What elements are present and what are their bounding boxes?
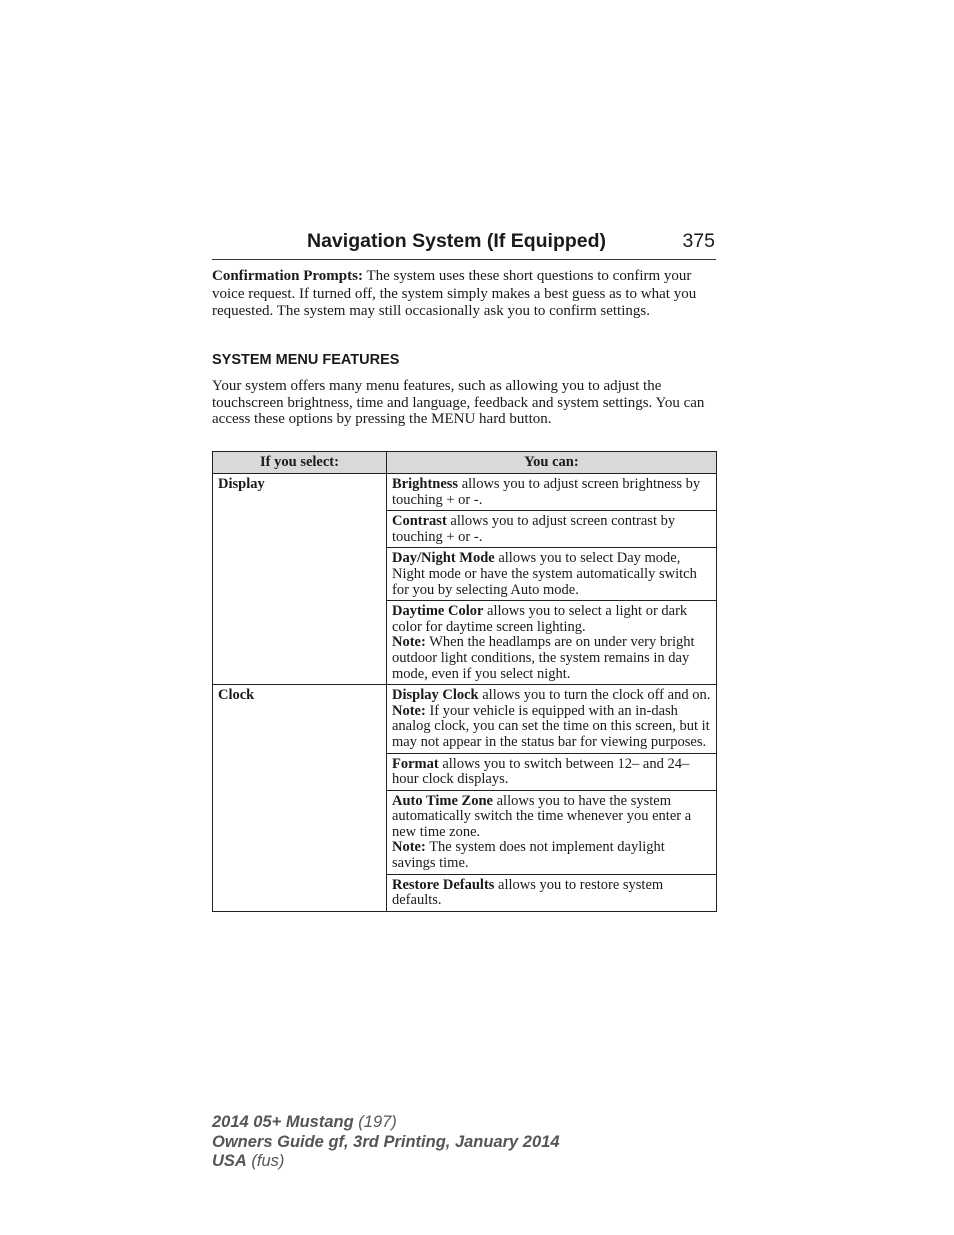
feature-cell-contrast (387, 511, 717, 548)
note-text: When the headlamps are on under very bright outdoor light conditions, the system remains in day mode, even if you select night. (392, 634, 695, 682)
feature-description: allows you to restore system defaults. (392, 876, 664, 909)
page-number: 375 (682, 230, 715, 252)
page-title: Navigation System (If Equipped) (307, 230, 607, 252)
note-text: If your vehicle is equipped with an in-dash analog clock, you can set the time on this screen, but it may not appear in the status bar for viewing purposes. (392, 702, 710, 750)
feature-name: Format (392, 755, 439, 772)
feature-description: allows you to switch between 12– and 24–hour clock displays. (392, 755, 690, 788)
page-footer (212, 1113, 560, 1172)
footer-line-model (212, 1113, 560, 1133)
column-header-if-you-select: If you select: (213, 452, 387, 474)
footer-line-guide: Owners Guide gf, 3rd Printing, January 2014 (212, 1132, 560, 1151)
row-label-display: Display (213, 474, 387, 685)
feature-cell-day-night-mode (387, 548, 717, 601)
feature-name: Restore Defaults (392, 876, 495, 893)
feature-description: allows you to adjust screen contrast by touching + or -. (392, 513, 676, 545)
feature-description: allows you to have the system automatically switch the time whenever you enter a new time zone. (392, 792, 692, 840)
feature-name: Auto Time Zone (392, 792, 493, 809)
feature-name: Brightness (392, 476, 459, 492)
confirmation-prompts-text: The system uses these short questions to confirm your voice request. If turned off, the system simply makes a best guess as to what you requested. The system may still occasionally ask you to confirm settings. (212, 268, 697, 320)
feature-cell-daytime-color (387, 601, 717, 685)
feature-cell-brightness (387, 474, 717, 511)
feature-description: allows you to adjust screen brightness by touching + or -. (392, 476, 701, 508)
footer-line-region (212, 1152, 560, 1172)
feature-name: Day/Night Mode (392, 550, 495, 567)
table-row (213, 685, 717, 753)
footer-region: USA (212, 1152, 247, 1170)
feature-name: Contrast (392, 513, 447, 530)
feature-name: Daytime Color (392, 603, 484, 620)
footer-region-code: (fus) (246, 1152, 285, 1170)
note-label: Note: (392, 702, 426, 719)
feature-cell-display-clock (387, 685, 717, 753)
confirmation-prompts-paragraph (212, 268, 717, 321)
section-intro: Your system offers many menu features, such as allowing you to adjust the touchscreen brightness, time and language, feedback and system settings. You can access these options by pressing the MENU hard button. (212, 378, 705, 427)
confirmation-prompts-label: Confirmation Prompts: (212, 268, 363, 284)
row-label-clock: Clock (213, 685, 387, 912)
feature-cell-restore-defaults (387, 874, 717, 911)
feature-cell-format (387, 753, 717, 790)
footer-model-code: (197) (353, 1113, 397, 1131)
feature-cell-auto-time-zone (387, 790, 717, 874)
column-header-you-can: You can: (387, 452, 717, 474)
section-heading: SYSTEM MENU FEATURES (212, 352, 400, 368)
feature-description: allows you to select Day mode, Night mode or have the system automatically switch for you by selecting Auto mode. (392, 550, 697, 598)
footer-model: 2014 05+ Mustang (212, 1113, 354, 1131)
page-header (212, 228, 716, 260)
feature-name: Display Clock (392, 687, 479, 704)
note-text: The system does not implement daylight savings time. (392, 839, 665, 872)
feature-description: allows you to select a light or dark color for daytime screen lighting. (392, 603, 688, 635)
note-label: Note: (392, 634, 426, 651)
table-header-row (213, 452, 717, 474)
table-row (213, 474, 717, 511)
note-label: Note: (392, 839, 426, 856)
feature-description: allows you to turn the clock off and on. (478, 687, 711, 704)
menu-features-table (212, 451, 717, 912)
